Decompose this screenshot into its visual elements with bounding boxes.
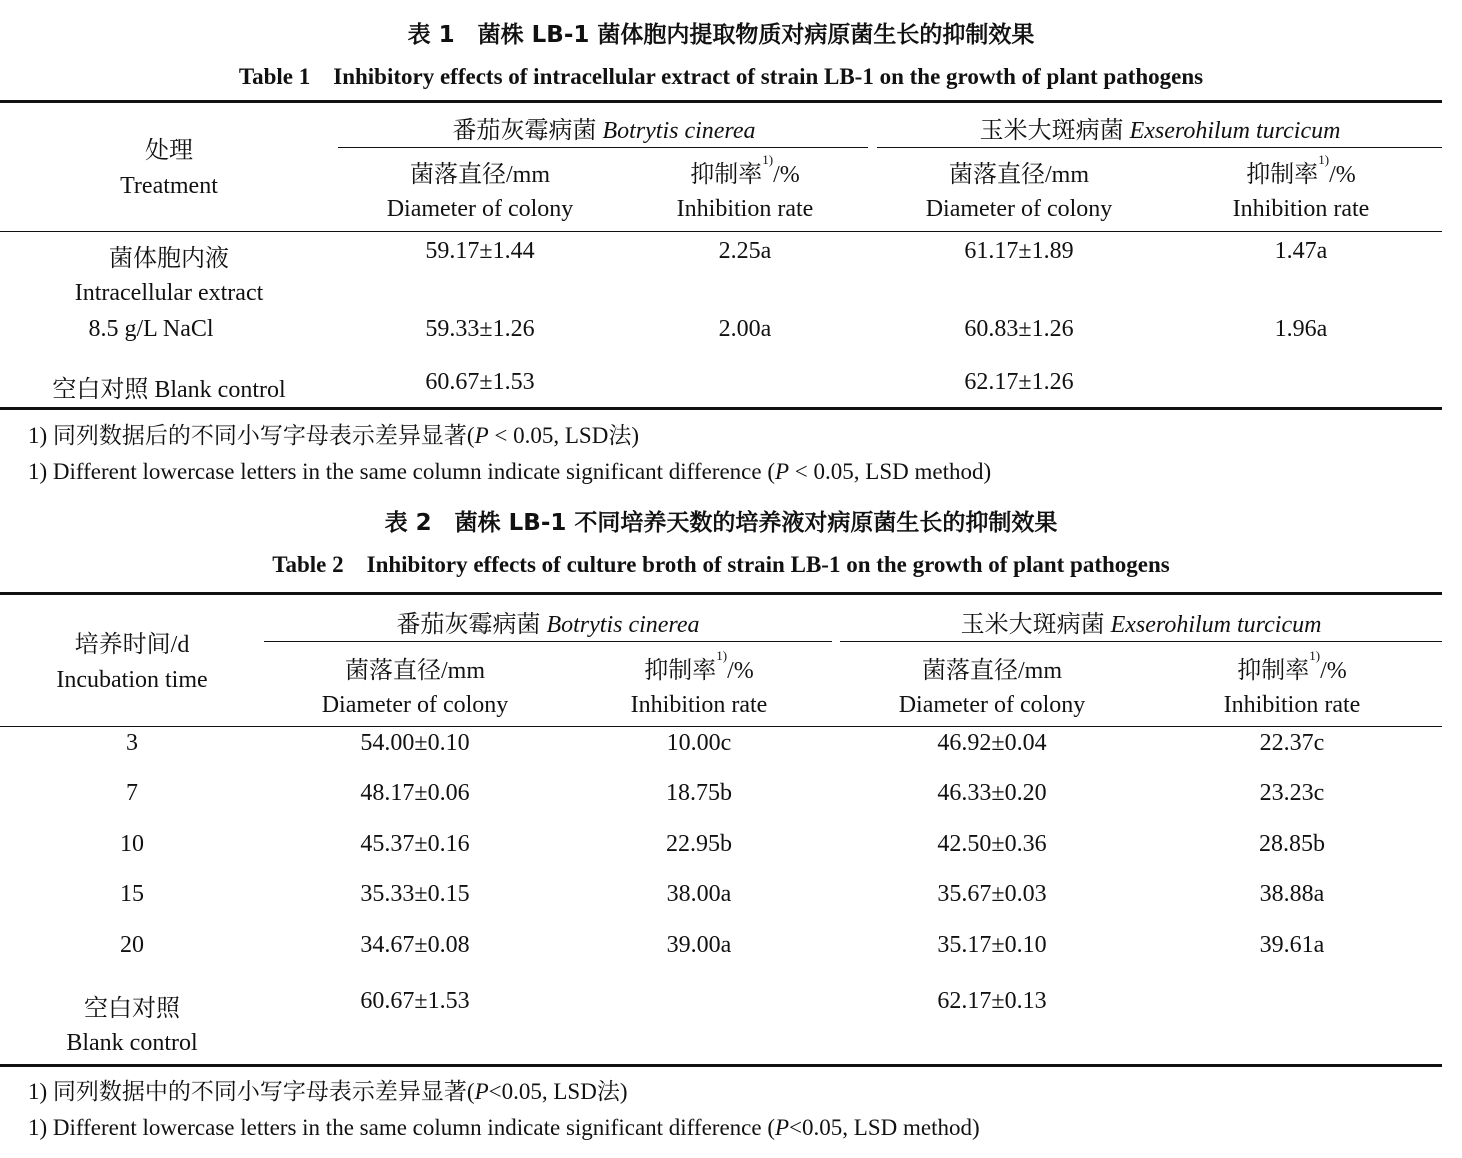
table1-header-inhibition-en-1: Inhibition rate [676,196,814,222]
table1-header-treatment-cn: 处理 [145,138,193,164]
table2-row2-et-diameter: 46.33±0.20 [937,780,1047,806]
table2-row4-et-diameter: 35.67±0.03 [937,881,1047,907]
table2-row1-time: 3 [126,730,138,756]
table1-header-diameter-en-1: Diameter of colony [386,196,574,222]
table2-row5-bc-inhibition: 39.00a [666,932,732,958]
table2-bottom-rule [0,1064,1442,1067]
table2-row5-et-inhibition: 39.61a [1259,932,1325,958]
table1-caption-cn: 表 1 菌株 LB-1 菌体胞内提取物质对病原菌生长的抑制效果 [407,22,1035,48]
table2-row1-bc-inhibition: 10.00c [666,730,732,756]
table1-header-pathogen2: 玉米大斑病菌 Exserohilum turcicum [979,118,1341,144]
table2-header-time-en: Incubation time [56,667,208,693]
table2-header-time-cn: 培养时间/d [74,632,190,658]
table2-header-inhibition-cn-2: 抑制率$^{1)}$/% [1237,648,1347,684]
table2-header-inhibition-en-1: Inhibition rate [630,692,768,718]
table1-header-pathogen1: 番茄灰霉病菌 Botrytis cinerea [452,118,756,144]
table1-group-rule-1 [338,147,868,148]
table2-caption-cn: 表 2 菌株 LB-1 不同培养天数的培养液对病原菌生长的抑制效果 [384,510,1058,536]
table1-header-rule [0,231,1442,232]
table2-row1-et-diameter: 46.92±0.04 [937,730,1047,756]
table2-row4-bc-inhibition: 38.00a [666,881,732,907]
table2-header-inhibition-en-2: Inhibition rate [1223,692,1361,718]
table2-header-rule [0,726,1442,727]
table1-row3-et-diameter: 62.17±1.26 [964,369,1074,395]
table2-row4-et-inhibition: 38.88a [1259,881,1325,907]
table1-header-inhibition-cn-1: 抑制率$^{1)}$/% [690,152,800,188]
table2-group-rule-1 [264,641,832,642]
table2-row5-bc-diameter: 34.67±0.08 [360,932,470,958]
table2-row3-bc-inhibition: 22.95b [666,831,732,857]
table2-row6-time-en: Blank control [66,1030,198,1056]
table1-header-diameter-cn-1: 菌落直径/mm [409,162,551,188]
table1-row2-bc-inhibition: 2.00a [718,316,772,342]
table1-row1-et-diameter: 61.17±1.89 [964,238,1074,264]
table1-bottom-rule [0,407,1442,410]
table1-row1-et-inhibition: 1.47a [1274,238,1328,264]
table2-header-pathogen2: 玉米大斑病菌 Exserohilum turcicum [960,612,1322,638]
table2-row4-bc-diameter: 35.33±0.15 [360,881,470,907]
table2-header-inhibition-cn-1: 抑制率$^{1)}$/% [644,648,754,684]
table1-row2-treatment: 8.5 g/L NaCl [88,316,214,342]
table2-row3-time: 10 [120,831,144,857]
table2-group-rule-2 [840,641,1442,642]
table1-caption-en: Table 1 Inhibitory effects of intracellular extract of strain LB-1 on the growth of plant pathogens [238,64,1204,89]
table2-header-diameter-en-2: Diameter of colony [898,692,1086,718]
table2-row4-time: 15 [120,881,144,907]
table2-row1-bc-diameter: 54.00±0.10 [360,730,470,756]
table2-row2-bc-diameter: 48.17±0.06 [360,780,470,806]
table1-row1-treatment-cn: 菌体胞内液 [109,246,229,272]
table2-row6-bc-diameter: 60.67±1.53 [360,988,470,1014]
table2-row1-et-inhibition: 22.37c [1259,730,1325,756]
table2-note-en: 1) Different lowercase letters in the same column indicate significant difference (P<0.05, LSD method) [28,1115,980,1140]
table2-row5-et-diameter: 35.17±0.10 [937,932,1047,958]
table2-top-rule [0,592,1442,595]
table1-header-diameter-cn-2: 菌落直径/mm [948,162,1090,188]
table2-caption-en: Table 2 Inhibitory effects of culture broth of strain LB-1 on the growth of plant pathogens [272,552,1170,577]
table2-row2-time: 7 [126,780,138,806]
table2-row3-bc-diameter: 45.37±0.16 [360,831,470,857]
table2-header-diameter-cn-2: 菌落直径/mm [921,658,1063,684]
table2-row6-time-cn: 空白对照 [84,996,180,1022]
table1-header-inhibition-en-2: Inhibition rate [1232,196,1370,222]
table2-row3-et-diameter: 42.50±0.36 [937,831,1047,857]
table2-row3-et-inhibition: 28.85b [1259,831,1325,857]
table2-row2-bc-inhibition: 18.75b [666,780,732,806]
table1-header-diameter-en-2: Diameter of colony [925,196,1113,222]
table1-row1-treatment-en: Intracellular extract [74,280,264,306]
table2-header-diameter-en-1: Diameter of colony [321,692,509,718]
table2-row2-et-inhibition: 23.23c [1259,780,1325,806]
table1-row3-treatment: 空白对照 Blank control [52,377,286,403]
table1-header-inhibition-cn-2: 抑制率$^{1)}$/% [1246,152,1356,188]
table2-row5-time: 20 [120,932,144,958]
table1-row1-bc-inhibition: 2.25a [718,238,772,264]
table2-row6-et-diameter: 62.17±0.13 [937,988,1047,1014]
table2-header-pathogen1: 番茄灰霉病菌 Botrytis cinerea [396,612,700,638]
table1-row3-bc-diameter: 60.67±1.53 [425,369,535,395]
table1-group-rule-2 [877,147,1442,148]
table1-note-en: 1) Different lowercase letters in the same column indicate significant difference (P < 0.05, LSD method) [28,459,992,484]
table1-top-rule [0,100,1442,103]
table1-row1-bc-diameter: 59.17±1.44 [425,238,535,264]
table2-note-cn: 1) 同列数据中的不同小写字母表示差异显著(P<0.05, LSD法) [28,1079,628,1104]
table1-row2-bc-diameter: 59.33±1.26 [425,316,535,342]
table2-header-diameter-cn-1: 菌落直径/mm [344,658,486,684]
table1-note-cn: 1) 同列数据后的不同小写字母表示差异显著(P < 0.05, LSD法) [28,423,639,448]
table1-header-treatment-en: Treatment [120,173,218,199]
table1-row2-et-inhibition: 1.96a [1274,316,1328,342]
table1-row2-et-diameter: 60.83±1.26 [964,316,1074,342]
